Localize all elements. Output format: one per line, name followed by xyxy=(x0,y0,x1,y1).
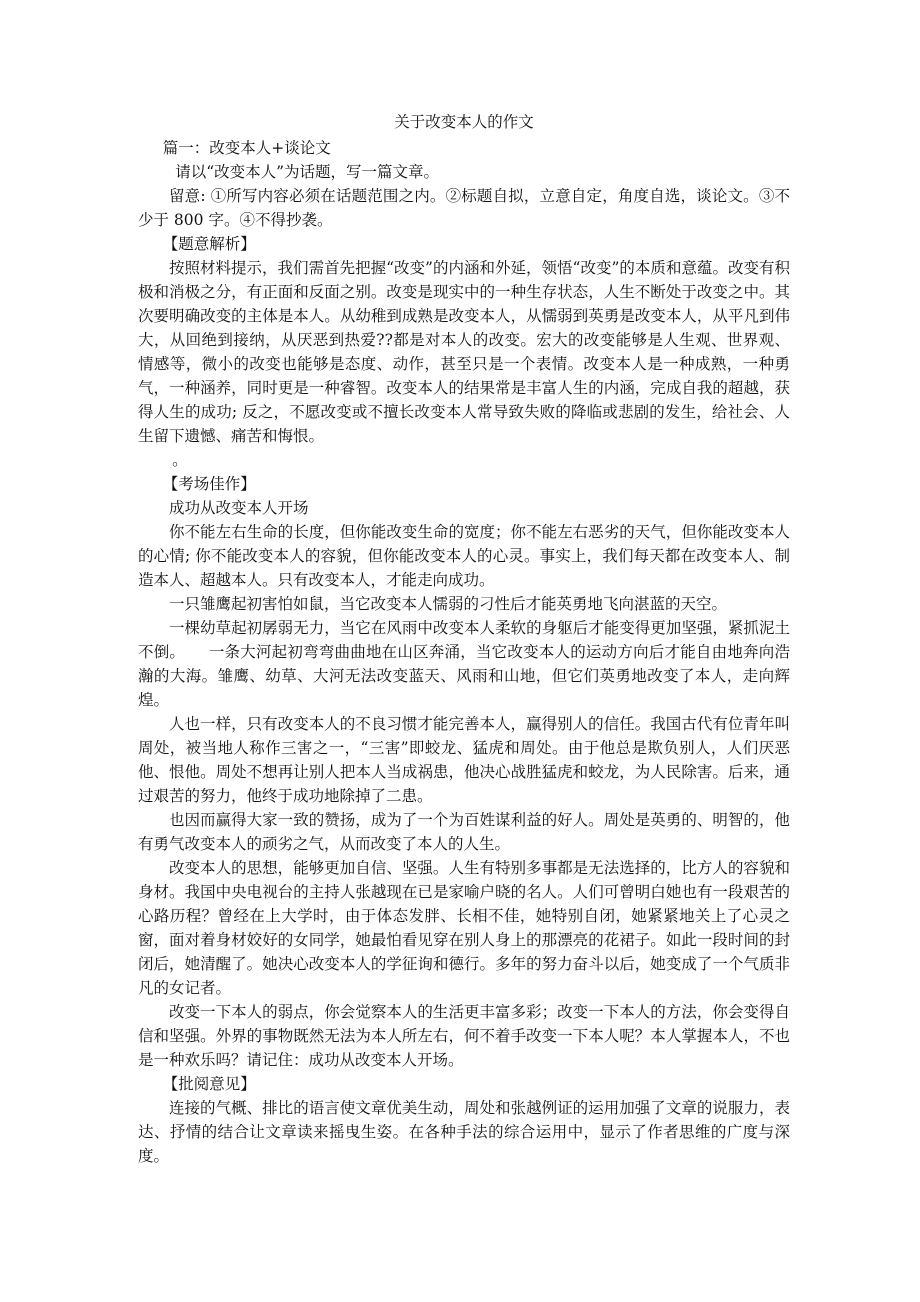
analysis-heading: 【题意解析】 xyxy=(162,235,256,253)
essay-heading: 【考场佳作】 xyxy=(162,475,256,493)
essay-notes: 留意: ①所写内容必须在话题范围之内。②标题自拟，立意自定，角度自选，谈论文。③不少于 800 字。④不得抄袭。 xyxy=(138,187,790,229)
document-title: 关于改变本人的作文 xyxy=(394,113,534,131)
essay-paragraph-7: 改变一下本人的弱点，你会觉察本人的生活更丰富多彩；改变一下本人的方法，你会变得自信和坚强。外界的事物既然无法为本人所左右，何不着手改变一下本人呢？本人掌握本人，不也是一种欢乐吗？请记住：成功从改变本人开场。 xyxy=(138,1003,790,1069)
document-page xyxy=(138,110,790,1168)
essay-paragraph-3: 一棵幼草起初孱弱无力，当它在风雨中改变本人柔软的身躯后才能变得更加坚强，紧抓泥土不倒。 一条大河起初弯弯曲曲地在山区奔涌，当它改变本人的运动方向后才能自由地奔向浩瀚的大海。雏鹰、幼草、大河无法改变蓝天、风雨和山地，但它们英勇地改变了本人，走向辉煌。 xyxy=(138,619,790,709)
essay-paragraph-6: 改变本人的思想，能够更加自信、坚强。人生有特别多事都是无法选择的，比方人的容貌和身材。我国中央电视台的主持人张越现在已是家喻户晓的名人。人们可曾明白她也有一段艰苦的心路历程？曾经在上大学时，由于体态发胖、长相不佳，她特别自闭，她紧紧地关上了心灵之窗，面对着身材姣好的女同学，她最怕看见穿在别人身上的那漂亮的花裙子。如此一段时间的封闭后，她清醒了。她决心改变本人的学征询和德行。多年的努力奋斗以后，她变成了一个气质非凡的女记者。 xyxy=(138,859,790,997)
section1-heading: 篇一：改变本人+谈论文 xyxy=(162,139,331,157)
review-heading: 【批阅意见】 xyxy=(162,1075,256,1093)
essay-paragraph-2: 一只雏鹰起初害怕如鼠，当它改变本人懦弱的刁性后才能英勇地飞向湛蓝的天空。 xyxy=(169,595,728,613)
review-paragraph: 连接的气概、排比的语言使文章优美生动，周处和张越例证的运用加强了文章的说服力，表达、抒情的结合让文章读来摇曳生姿。在各种手法的综合运用中，显示了作者思维的广度与深度。 xyxy=(138,1099,790,1165)
essay-prompt: 请以“改变本人”为话题，写一篇文章。 xyxy=(175,163,440,181)
analysis-paragraph: 按照材料提示，我们需首先把握“改变”的内涵和外延，领悟“改变”的本质和意蕴。改变有积极和消极之分，有正面和反面之别。改变是现实中的一种生存状态，人生不断处于改变之中。其次要明确改变的主体是本人。从幼稚到成熟是改变本人，从懦弱到英勇是改变本人，从平凡到伟大，从回绝到接纳，从厌恶到热爱??都是对本人的改变。宏大的改变能够是人生观、世界观、情感等，微小的改变也能够是态度、动作，甚至只是一个表情。改变本人是一种成熟，一种勇气，一种涵养，同时更是一种睿智。改变本人的结果常是丰富人生的内涵，完成自我的超越，获得人生的成功; 反之，不愿改变或不擅长改变本人常导致失败的降临或悲剧的发生，给社会、人生留下遗憾、痛苦和悔恨。 xyxy=(138,259,790,445)
essay-title: 成功从改变本人开场 xyxy=(169,499,309,517)
essay-paragraph-4: 人也一样，只有改变本人的不良习惯才能完善本人，赢得别人的信任。我国古代有位青年叫周处，被当地人称作三害之一，“三害”即蛟龙、猛虎和周处。由于他总是欺负别人，人们厌恶他、恨他。周处不想再让别人把本人当成祸患，他决心战胜猛虎和蛟龙，为人民除害。后来，通过艰苦的努力，他终于成功地除掉了二患。 xyxy=(138,715,790,805)
stray-dot: 。 xyxy=(172,451,188,469)
essay-paragraph-5: 也因而赢得大家一致的赞扬，成为了一个为百姓谋利益的好人。周处是英勇的、明智的，他有勇气改变本人的顽劣之气，从而改变了本人的人生。 xyxy=(138,811,790,853)
essay-paragraph-1: 你不能左右生命的长度，但你能改变生命的宽度；你不能左右恶劣的天气，但你能改变本人的心情; 你不能改变本人的容貌，但你能改变本人的心灵。事实上，我们每天都在改变本人、制造本人、超越本人。只有改变本人，才能走向成功。 xyxy=(138,523,790,589)
